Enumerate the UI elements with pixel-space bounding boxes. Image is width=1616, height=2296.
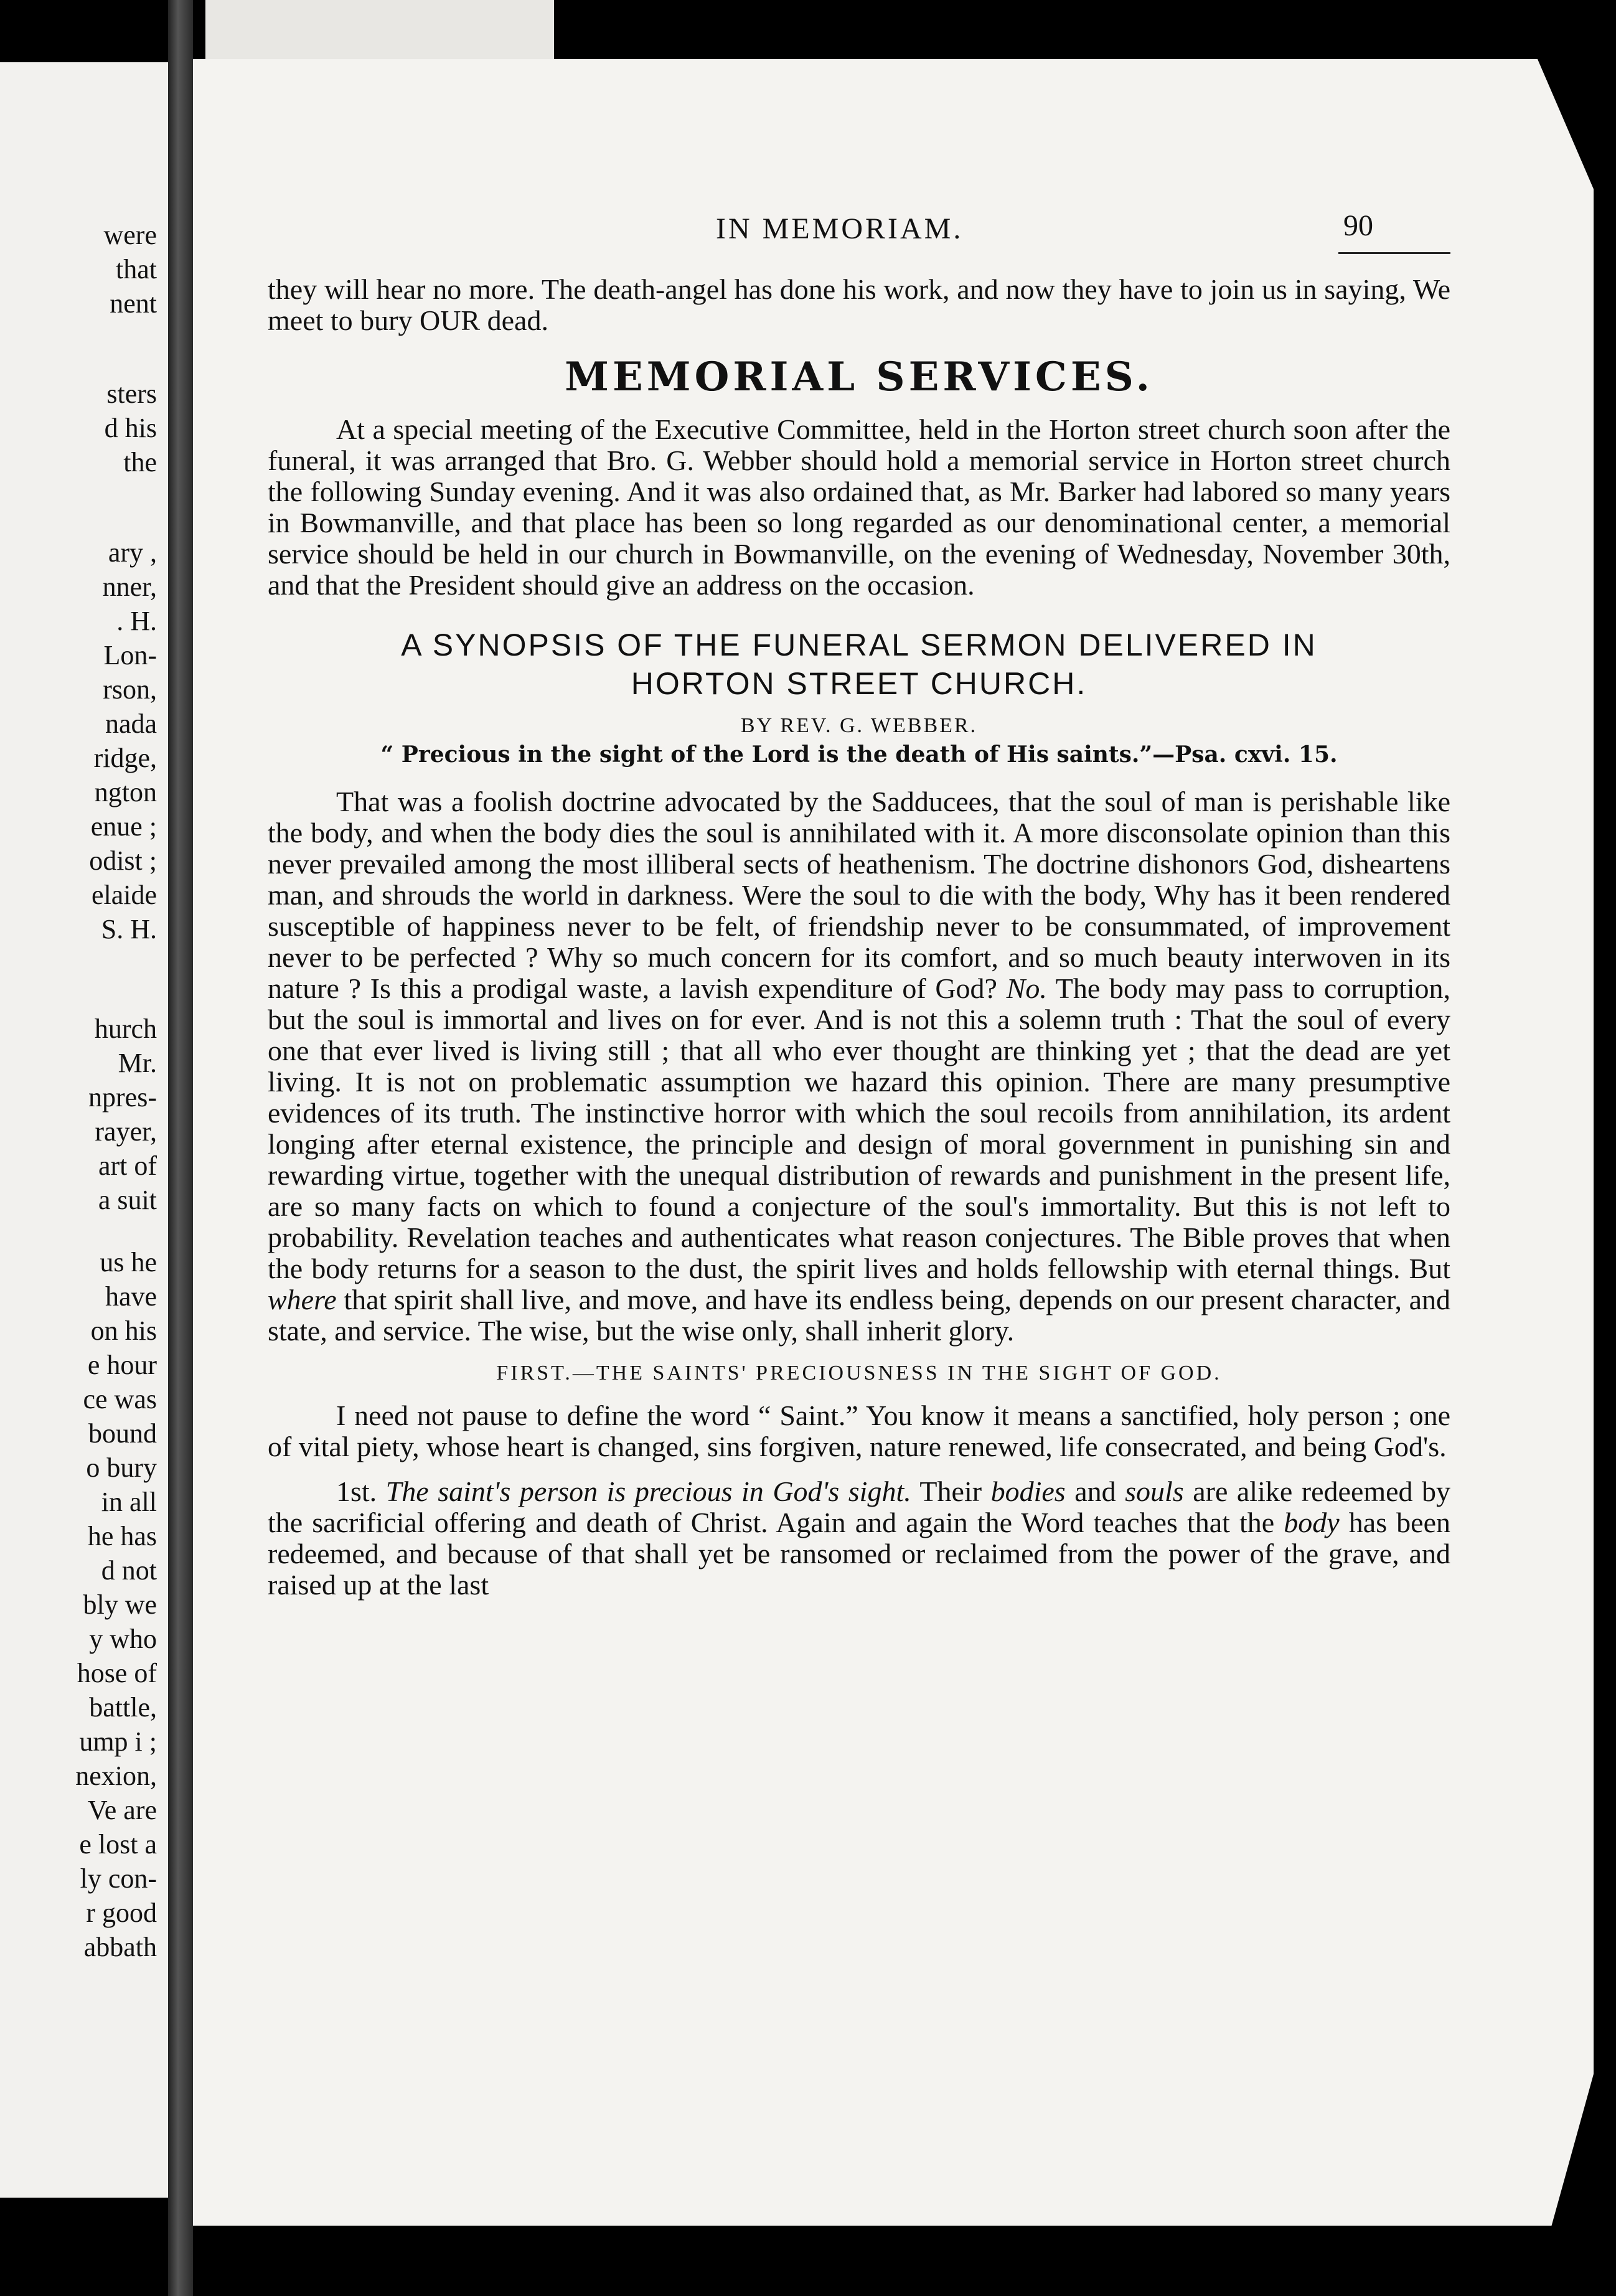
left-page-line: d not (101, 1555, 157, 1586)
left-page-line: . H. (116, 606, 157, 636)
left-page-line: ump i ; (79, 1726, 157, 1757)
left-page-line: art of (98, 1150, 157, 1181)
running-head: IN MEMORIAM. (716, 212, 964, 245)
first-point-paragraph (268, 1476, 1450, 1601)
left-page-line: enue ; (90, 811, 157, 842)
left-page-line: ngton (94, 777, 157, 807)
left-page-line: hose of (77, 1658, 157, 1688)
sermon-text-b: The body may pass to corruption, but the soul is immortal and lives on for ever. And is not this a solemn truth : That the soul of every one that ever lived is living still ; that all who ever thought are thinking yet ; that the dead are yet living. It is not on problematic assumption we hazard this opinion. There are many presumptive evidences of its truth. The instinctive horror with which the soul recoils from annihilation, its ardent longing after eternal existence, the principle and design of moral government in punishing sin and rewarding virtue, together with the unequal distribution of rewards and punishment in the present life, are so many facts on which to found a conjecture of the soul's immortality. But this is not left to probability. Revelation teaches and authenticates what reason conjectures. The Bible proves that when the body returns for a season to the dust, the spirit lives and holds fellowship with eternal things. But (268, 972, 1451, 1284)
left-page-line: us he (100, 1247, 157, 1277)
left-page-line: abbath (83, 1932, 157, 1962)
sermon-text-where: where (268, 1284, 337, 1315)
left-page-line: nent (110, 288, 157, 319)
first-point-text-b: are alike redeemed by the sacrificial offering and death of Christ. Again and again the Word teaches that the (268, 1475, 1451, 1538)
left-page-line: Mr. (118, 1048, 157, 1078)
page-content (268, 274, 1450, 1601)
first-point-heading: The saint's person is precious in God's sight. (385, 1475, 911, 1507)
left-page-line: e lost a (79, 1829, 157, 1860)
left-page-line: ly con- (80, 1863, 157, 1894)
saint-definition-paragraph: I need not pause to define the word “ Saint.” You know it means a sanctified, holy person ; one of vital piety, whose heart is changed, sins forgiven, nature renewed, life consecrated, and being God's. (268, 1400, 1450, 1462)
book-gutter (168, 0, 193, 2296)
left-page-line: S. H. (101, 914, 157, 944)
first-point-text-c: has been redeemed, and because of that shall yet be ransomed or reclaimed from the power of the grave, and raised up at the last (268, 1507, 1451, 1601)
page-number: 90 (1343, 209, 1373, 242)
left-page-line: odist ; (89, 845, 157, 876)
synopsis-title-line-2: HORTON STREET CHURCH. (631, 666, 1088, 701)
synopsis-title (268, 626, 1450, 703)
left-page-line: a suit (98, 1185, 157, 1215)
left-page-line: y who (89, 1624, 157, 1654)
left-page-line: nner, (102, 572, 157, 602)
left-page-line: on his (90, 1315, 157, 1346)
left-page-line: e hour (87, 1350, 157, 1380)
left-page-line: r good (86, 1898, 157, 1928)
left-page-line: elaide (91, 880, 157, 910)
synopsis-title-line-1: A SYNOPSIS OF THE FUNERAL SERMON DELIVERED IN (401, 628, 1317, 662)
left-page-line: Ve are (87, 1795, 157, 1825)
left-page-line: o bury (86, 1452, 157, 1483)
memorial-services-heading: MEMORIAL SERVICES. (565, 354, 1153, 400)
left-page-line: rayer, (95, 1116, 157, 1147)
left-page-line: he has (87, 1521, 157, 1551)
first-point-souls: souls (1125, 1475, 1184, 1507)
first-point-text-a: Their (919, 1475, 982, 1507)
left-page-line: bly we (83, 1589, 157, 1620)
sermon-text-a: That was a foolish doctrine advocated by the Sadducees, that the soul of man is perishable like the body, and when the body dies the soul is annihilated with it. A more disconsolate opinion than this never prevailed among the most illiberal sects of heathenism. The doctrine dishonors God, disheartens man, and shrouds the world in darkness. Were the soul to die with the body, Why has it been rendered susceptible of happiness never to be felt, of friendship never to be consummated, of improvement never to be perfected ? Why so much concern for its comfort, and so much beauty interwoven in its nature ? Is this a prodigal waste, a lavish expenditure of God? (268, 786, 1450, 1004)
first-section-subhead: FIRST.—THE SAINTS' PRECIOUSNESS IN THE SIGHT OF GOD. (496, 1362, 1222, 1385)
sermon-paragraph-1 (268, 786, 1450, 1347)
left-page-line: ary , (108, 537, 157, 568)
page-edge-strip (205, 0, 554, 68)
left-page-line: that (116, 254, 157, 285)
left-page-line: ce was (83, 1384, 157, 1414)
left-page-line: were (103, 220, 157, 250)
left-page-line: nada (105, 708, 157, 739)
left-page-line: sters (106, 379, 157, 409)
left-page-line: bound (88, 1418, 157, 1449)
memorial-paragraph: At a special meeting of the Executive Committee, held in the Horton street church soon after the funeral, it was arranged that Bro. G. Webber should hold a memorial service in Horton street church the following Sunday evening. And it was also ordained that, as Mr. Barker had labored so many years in Bowmanville, and that place has been so long regarded as our denominational center, a memorial service should be held in our church in Bowmanville, on the evening of Wednesday, November 30th, and that the President should give an address on the occasion. (268, 413, 1450, 601)
left-page-line: the (123, 447, 157, 478)
header-rule (1338, 252, 1450, 254)
left-page-line: d his (104, 413, 157, 443)
left-page-line: ridge, (93, 743, 157, 773)
first-point-body: body (1284, 1507, 1340, 1538)
left-page-line: nexion, (75, 1761, 157, 1791)
left-page-fragment (0, 62, 168, 2198)
first-point-number: 1st. (336, 1475, 377, 1507)
left-page-line: in all (101, 1487, 157, 1517)
left-page-line: hurch (94, 1014, 157, 1044)
sermon-text-no: No. (1006, 972, 1047, 1004)
left-page-line: npres- (88, 1082, 157, 1113)
left-page-line: battle, (89, 1692, 157, 1723)
first-point-and: and (1074, 1475, 1116, 1507)
first-point-bodies: bodies (990, 1475, 1066, 1507)
sermon-byline: BY REV. G. WEBBER. (740, 714, 978, 737)
opening-paragraph: they will hear no more. The death-angel has done his work, and now they have to join us in saying, We meet to bury OUR dead. (268, 273, 1450, 336)
sermon-text-c: that spirit shall live, and move, and have its endless being, depends on our present character, and state, and service. The wise, but the wise only, shall inherit glory. (268, 1284, 1450, 1347)
left-page-line: Lon- (103, 640, 157, 670)
left-page-line: rson, (103, 674, 157, 705)
left-page-line: have (105, 1281, 157, 1312)
scripture-epigraph: “ Precious in the sight of the Lord is the death of His saints.”—Psa. cxvi. 15. (380, 741, 1338, 768)
